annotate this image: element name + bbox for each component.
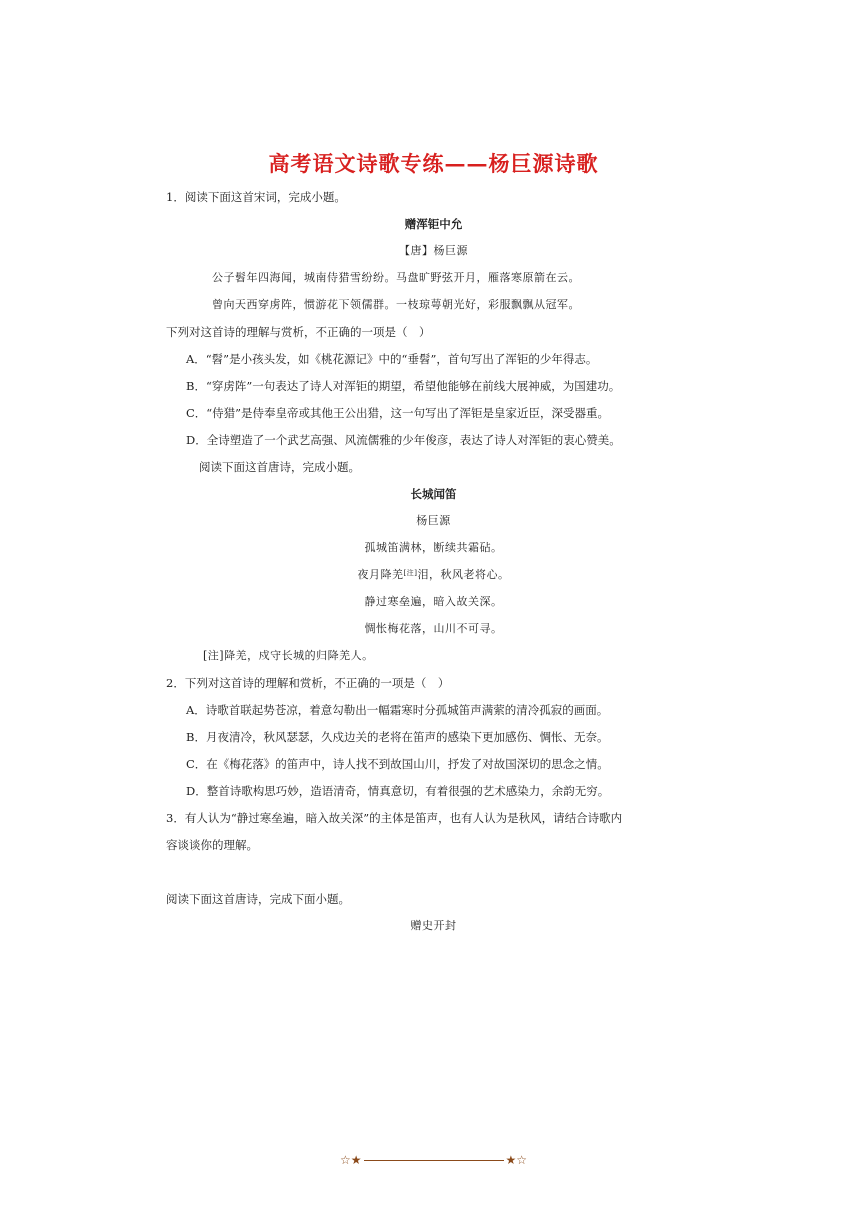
q1-option-c: C．“侍猎”是侍奉皇帝或其他王公出猎，这一句写出了浑钜是皇家近臣，深受器重。 xyxy=(186,406,610,420)
q2-poem-line-1: 孤城笛满林，断续共霜砧。 xyxy=(364,541,503,554)
q2-question: 2．下列对这首诗的理解和赏析，不正确的一项是（ ） xyxy=(166,676,450,690)
q3-question-line-2: 容谈谈你的理解。 xyxy=(166,838,258,852)
q1-poem-line-1: 公子髫年四海闻，城南侍猎雪纷纷。马盘旷野弦开月，雁落寒原箭在云。 xyxy=(212,271,580,284)
q2-intro: 阅读下面这首唐诗，完成小题。 xyxy=(199,460,360,474)
q1-question: 下列对这首诗的理解与赏析，不正确的一项是（ ） xyxy=(166,325,431,339)
q2-poem-line-3: 静过寒垒遍，暗入故关深。 xyxy=(364,595,503,608)
q2-option-a: A．诗歌首联起势苍凉，着意勾勒出一幅霜寒时分孤城笛声满萦的清冷孤寂的画面。 xyxy=(186,703,609,717)
q2-footnote: [注]降羌，戍守长城的归降羌人。 xyxy=(203,649,374,662)
q3-question-line-1: 3．有人认为“静过寒垒遍，暗入故关深”的主体是笛声，也有人认为是秋风，请结合诗歌内 xyxy=(166,811,623,825)
q2-option-c: C．在《梅花落》的笛声中，诗人找不到故国山川，抒发了对故国深切的思念之情。 xyxy=(186,757,609,771)
footnote-marker: [注] xyxy=(403,569,418,577)
q1-option-b: B．“穿虏阵”一句表达了诗人对浑钜的期望，希望他能够在前线大展神威，为国建功。 xyxy=(186,379,621,393)
q2-option-d: D．整首诗歌构思巧妙，造语清奇，情真意切，有着很强的艺术感染力，余韵无穷。 xyxy=(186,784,610,798)
q2-poem-author: 杨巨源 xyxy=(416,514,451,527)
q2-poem-line-2-end: 泪，秋风老将心。 xyxy=(417,568,510,581)
q1-option-a: A．“髫”是小孩头发，如《桃花源记》中的“垂髫”，首句写出了浑钜的少年得志。 xyxy=(186,352,598,366)
q2-poem-line-4: 惆怅梅花落，山川不可寻。 xyxy=(364,622,503,635)
page-footer-ornament xyxy=(0,1153,867,1167)
q4-poem-title: 赠史开封 xyxy=(410,919,457,932)
footer-stars-left: ☆★ xyxy=(339,1153,362,1167)
q1-poem-author: 【唐】杨巨源 xyxy=(399,244,468,257)
q1-option-d: D．全诗塑造了一个武艺高强、风流儒雅的少年俊彦，表达了诗人对浑钜的衷心赞美。 xyxy=(186,433,621,447)
q2-poem-line-2-start: 夜月降羌 xyxy=(357,568,404,581)
footer-divider xyxy=(364,1160,504,1161)
q1-poem-title: 赠浑钜中允 xyxy=(404,217,463,231)
page-title: 高考语文诗歌专练——杨巨源诗歌 xyxy=(268,151,599,176)
q2-poem-title: 长城闻笛 xyxy=(410,487,457,501)
q1-intro: 1．阅读下面这首宋词，完成小题。 xyxy=(166,190,346,204)
footer-stars-right: ★☆ xyxy=(505,1153,528,1167)
q2-option-b: B．月夜清冷，秋风瑟瑟，久戍边关的老将在笛声的感染下更加感伤、惆怅、无奈。 xyxy=(186,730,609,744)
q4-intro: 阅读下面这首唐诗，完成下面小题。 xyxy=(166,892,350,906)
q1-poem-line-2: 曾向天西穿虏阵，惯游花下领儒群。一枝琼萼朝光好，彩服飘飘从冠军。 xyxy=(212,298,580,311)
q2-poem-line-2 xyxy=(0,567,867,583)
